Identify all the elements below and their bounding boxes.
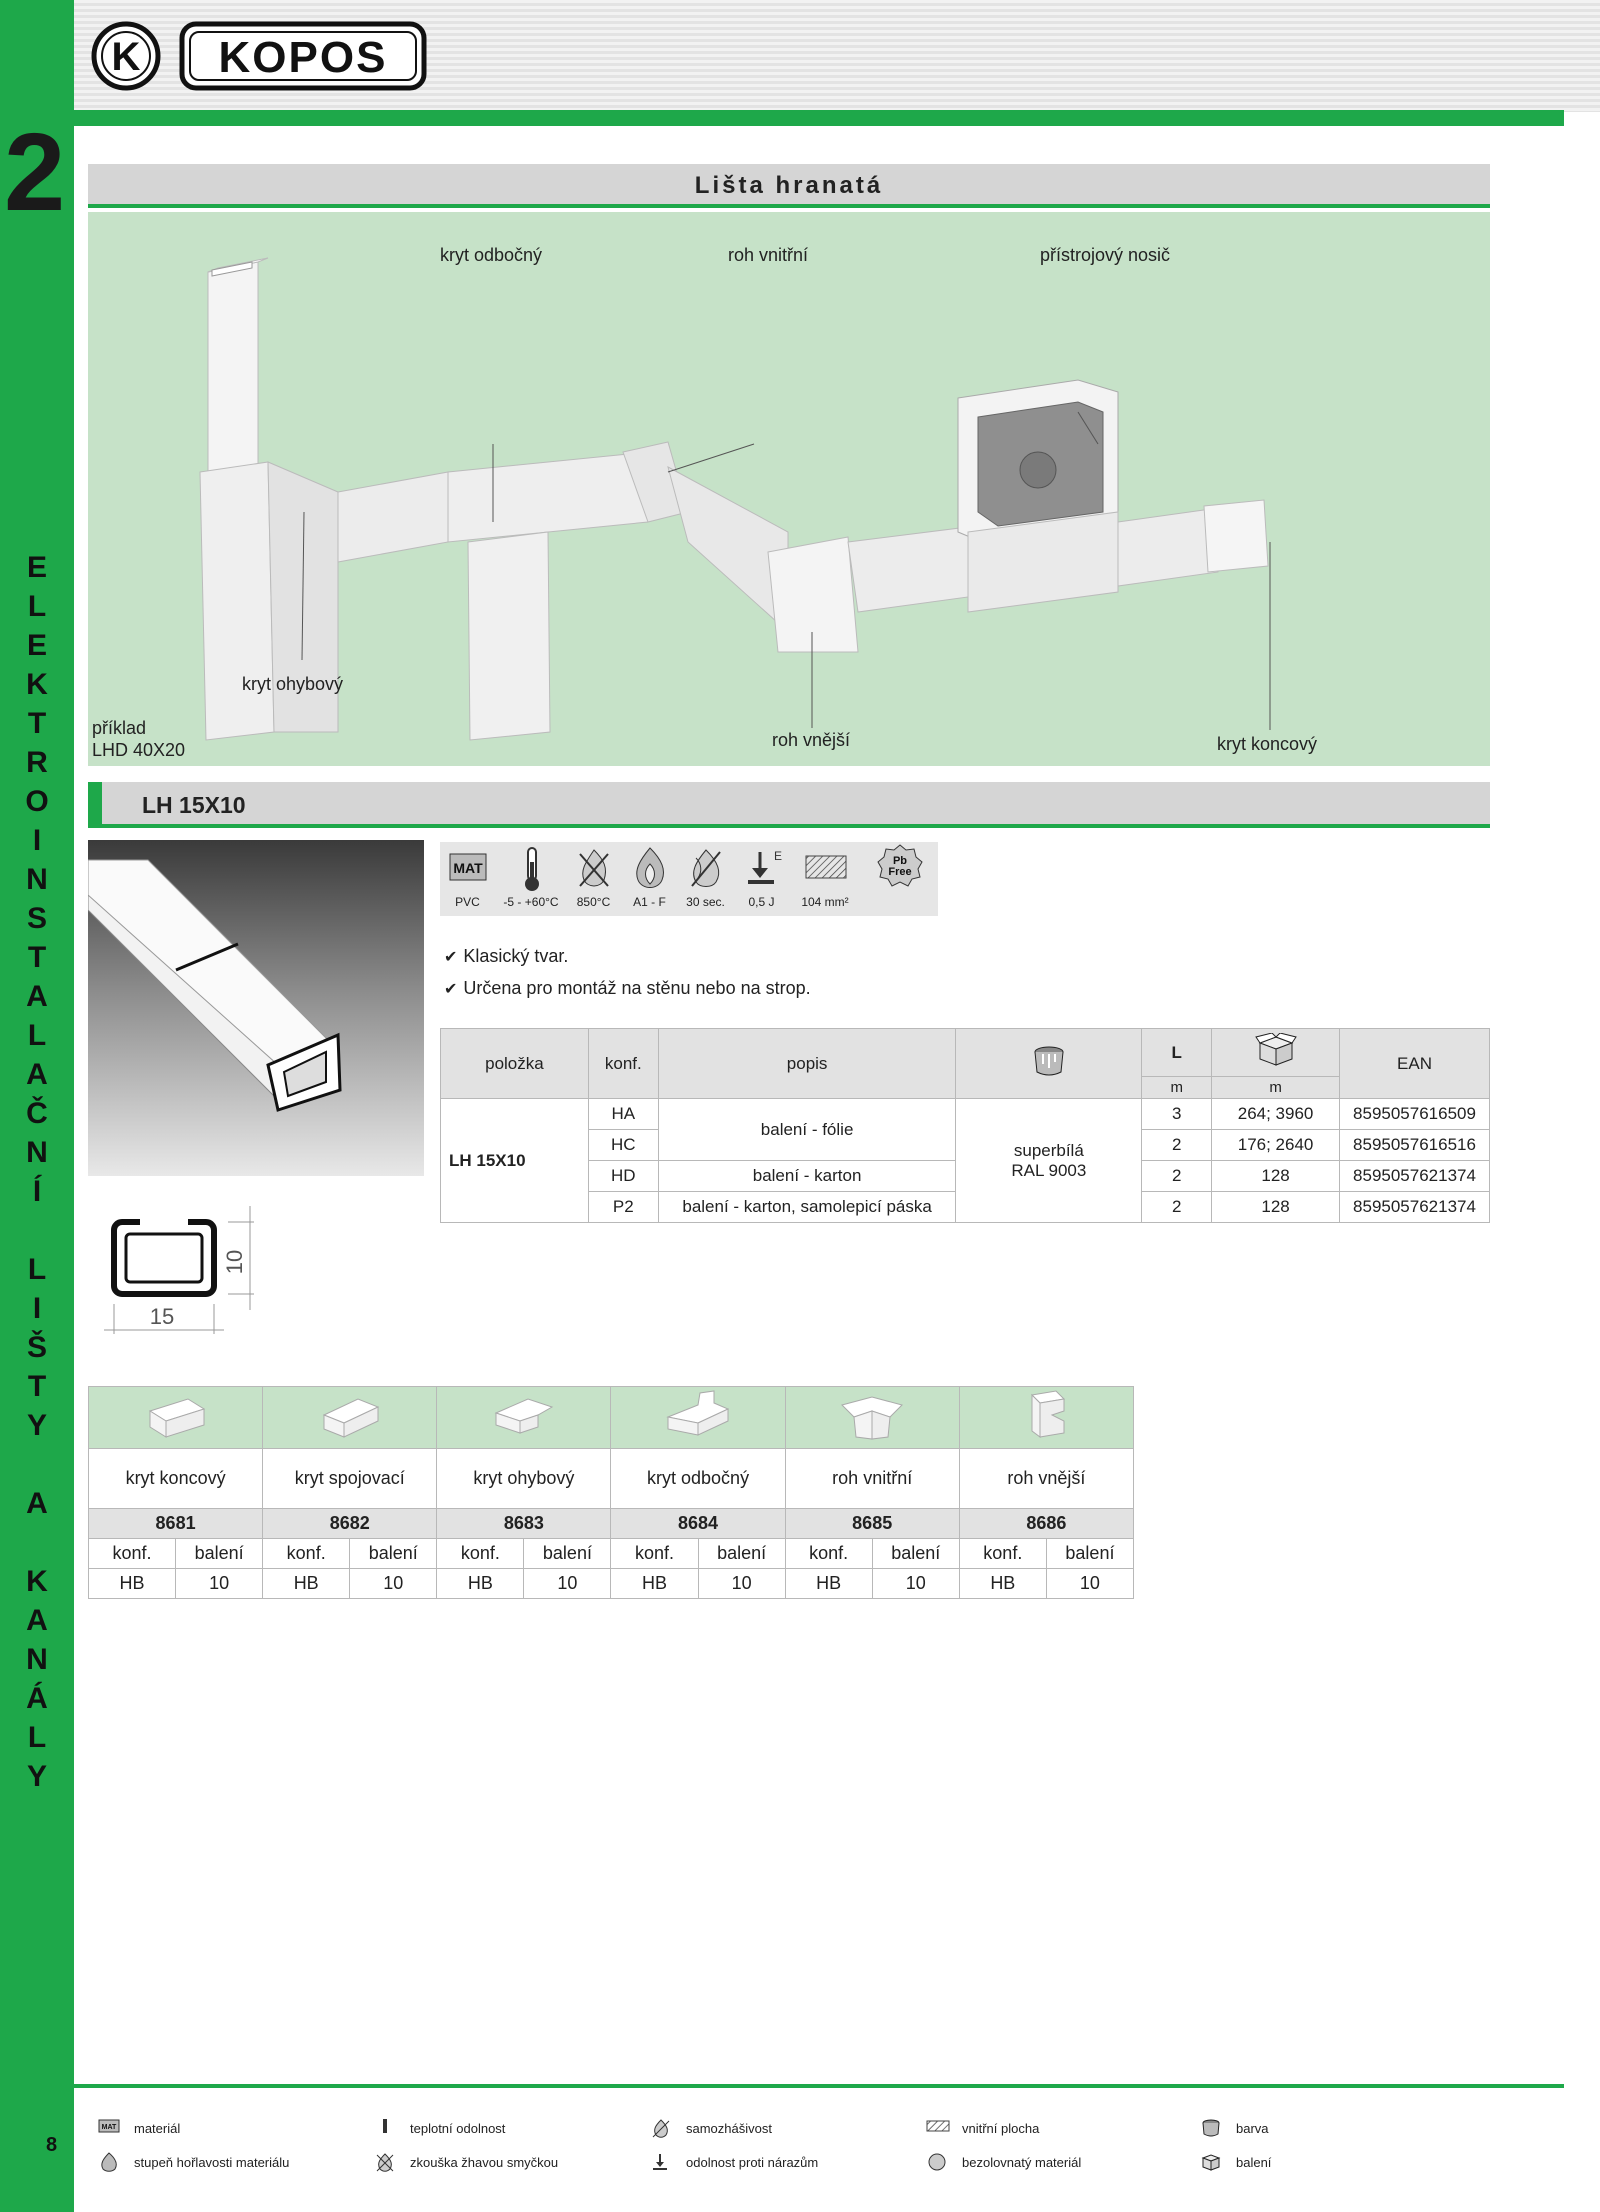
baleni-header: balení xyxy=(698,1539,785,1569)
popis-cell: balení - karton, samolepicí páska xyxy=(658,1192,956,1223)
feature-item: ✔ Klasický tvar. xyxy=(444,946,569,966)
legend-impact: odolnost proti nárazům xyxy=(686,2155,818,2170)
col-header-ean: EAN xyxy=(1340,1029,1490,1099)
legend-flammability: stupeň hořlavosti materiálu xyxy=(134,2155,289,2170)
check-icon: ✔ xyxy=(444,981,458,998)
dimension-width: 15 xyxy=(149,1304,175,1329)
side-letter xyxy=(0,1523,74,1562)
impact-icon xyxy=(742,846,782,892)
pack-cell: 128 xyxy=(1212,1192,1340,1223)
accessory-image-row xyxy=(89,1387,1134,1449)
legend-color: barva xyxy=(1236,2121,1269,2136)
konf-value: HB xyxy=(959,1569,1046,1599)
icon-cell-temperature xyxy=(496,842,566,916)
side-letter: K xyxy=(26,668,48,701)
col-header-pack xyxy=(1212,1029,1340,1077)
footer-green-line xyxy=(74,2084,1564,2088)
bend-cover-picture xyxy=(484,1387,564,1443)
pb-free-icon xyxy=(926,2152,948,2172)
accessory-name: kryt spojovací xyxy=(263,1449,437,1509)
self-extinguish-icon xyxy=(686,846,726,892)
kopos-logo xyxy=(90,20,430,92)
glow-wire-icon xyxy=(374,2152,396,2172)
baleni-value: 10 xyxy=(176,1569,263,1599)
popis-cell: balení - fólie xyxy=(658,1099,956,1161)
side-letter: Í xyxy=(32,1175,42,1208)
icon-cell-inner-area xyxy=(790,842,860,916)
baleni-value: 10 xyxy=(524,1569,611,1599)
callout-roh-vnitrni: roh vnitřní xyxy=(728,245,809,265)
pack-cell: 128 xyxy=(1212,1161,1340,1192)
accessory-name: roh vnější xyxy=(959,1449,1133,1509)
glow-wire-icon xyxy=(574,846,614,892)
callout-kryt-koncovy: kryt koncový xyxy=(1217,734,1318,754)
konf-header: konf. xyxy=(785,1539,872,1569)
accessory-name: kryt odbočný xyxy=(611,1449,785,1509)
col-header-konf: konf. xyxy=(588,1029,658,1099)
konf-cell: HD xyxy=(588,1161,658,1192)
mat-icon xyxy=(98,2118,120,2134)
logo-mark: K xyxy=(111,35,141,79)
accessory-image-joint-cover xyxy=(263,1387,437,1449)
legend-temperature: teplotní odolnost xyxy=(410,2121,505,2136)
konf-header: konf. xyxy=(263,1539,350,1569)
side-letter: A xyxy=(26,1487,48,1520)
svg-text:Free: Free xyxy=(888,866,912,878)
col-unit-pack: m xyxy=(1212,1077,1340,1099)
col-header-color xyxy=(956,1029,1142,1099)
side-letter: Y xyxy=(26,1409,47,1442)
callout-kryt-odbocny: kryt odbočný xyxy=(440,245,543,265)
konf-value: HB xyxy=(785,1569,872,1599)
impact-icon xyxy=(650,2152,672,2172)
header-block xyxy=(1504,110,1528,126)
side-letter: A xyxy=(26,1604,48,1637)
cross-section-drawing xyxy=(104,1200,274,1340)
baleni-value: 10 xyxy=(1046,1569,1133,1599)
dimension-height: 10 xyxy=(222,1249,247,1275)
konf-value: HB xyxy=(437,1569,524,1599)
feature-item: ✔ Určena pro montáž na stěnu nebo na strop. xyxy=(444,978,811,998)
section-title: Lišta hranatá xyxy=(694,172,884,199)
col-header-length: L xyxy=(1142,1029,1212,1077)
thermometer-icon xyxy=(374,2118,396,2136)
accessory-code: 8683 xyxy=(437,1509,611,1539)
baleni-header: balení xyxy=(872,1539,959,1569)
side-letter: T xyxy=(27,707,47,740)
icon-caption-inner-area: 104 mm² xyxy=(801,895,849,909)
pb-free-icon xyxy=(876,842,924,888)
konf-header: konf. xyxy=(959,1539,1046,1569)
product-bar xyxy=(88,782,1490,828)
col-header-polozka: položka xyxy=(441,1029,589,1099)
konf-cell: HA xyxy=(588,1099,658,1130)
popis-cell: balení - karton xyxy=(658,1161,956,1192)
baleni-value: 10 xyxy=(350,1569,437,1599)
color-cell xyxy=(956,1099,1142,1223)
product-bar-accent xyxy=(88,782,102,828)
accessory-image-outer-corner xyxy=(959,1387,1133,1449)
ean-cell: 8595057616516 xyxy=(1340,1130,1490,1161)
side-letter: L xyxy=(27,1721,47,1754)
baleni-header: balení xyxy=(350,1539,437,1569)
paint-bucket-icon xyxy=(1200,2118,1222,2138)
callout-roh-vnejsi: roh vnější xyxy=(772,730,851,750)
side-letter: N xyxy=(26,1643,48,1676)
konf-header: konf. xyxy=(437,1539,524,1569)
legend-glow-wire: zkouška žhavou smyčkou xyxy=(410,2155,558,2170)
accessory-image-tee-cover xyxy=(611,1387,785,1449)
accessory-name-row xyxy=(89,1449,1134,1509)
icon-cell-impact xyxy=(734,842,789,916)
side-letter: A xyxy=(26,1058,48,1091)
pack-cell: 264; 3960 xyxy=(1212,1099,1340,1130)
side-letter: N xyxy=(26,1136,48,1169)
ean-cell: 8595057621374 xyxy=(1340,1192,1490,1223)
side-letter: A xyxy=(26,980,48,1013)
accessory-code: 8682 xyxy=(263,1509,437,1539)
paint-bucket-icon xyxy=(1029,1044,1069,1078)
header-block xyxy=(1534,110,1546,126)
konf-value: HB xyxy=(89,1569,176,1599)
icon-caption-flammability: A1 - F xyxy=(633,895,666,909)
side-letter: Á xyxy=(26,1682,48,1715)
side-letter xyxy=(0,1211,74,1250)
box-icon xyxy=(1200,2152,1222,2172)
example-label: příklad xyxy=(92,718,147,738)
side-letter: T xyxy=(27,941,47,974)
legend-material: MAT materiál xyxy=(134,2121,180,2136)
side-letter: I xyxy=(32,1292,42,1325)
trunking-photo-drawing xyxy=(88,840,424,1176)
konf-header: konf. xyxy=(611,1539,698,1569)
joint-cover-picture xyxy=(310,1387,390,1443)
svg-text:MAT: MAT xyxy=(101,2124,117,2131)
icon-caption-glow-wire: 850°C xyxy=(576,895,611,909)
table-row xyxy=(441,1099,1490,1130)
icon-caption-temperature: -5 - +60°C xyxy=(503,895,559,909)
icon-cell-pb-free xyxy=(870,842,930,916)
accessory-name: kryt koncový xyxy=(89,1449,263,1509)
accessories-table xyxy=(88,1386,1134,1599)
accessory-image-inner-corner xyxy=(785,1387,959,1449)
box-icon xyxy=(1254,1033,1298,1067)
side-letter: E xyxy=(26,629,47,662)
legend-self-extinguish: samozhášivost xyxy=(686,2121,772,2136)
accessory-code-row xyxy=(89,1509,1134,1539)
logo-text: KOPOS xyxy=(218,33,388,82)
baleni-header: balení xyxy=(176,1539,263,1569)
side-letter: Č xyxy=(26,1097,48,1130)
side-letter: Š xyxy=(26,1331,47,1364)
legend-inner-area: vnitřní plocha xyxy=(962,2121,1039,2136)
example-model: LHD 40X20 xyxy=(92,740,186,760)
ean-cell: 8595057621374 xyxy=(1340,1161,1490,1192)
accessory-header-row xyxy=(89,1539,1134,1569)
icon-cell-flammability xyxy=(622,842,677,916)
callout-pristrojovy-nosic: přístrojový nosič xyxy=(1040,245,1171,265)
konf-value: HB xyxy=(263,1569,350,1599)
length-cell: 3 xyxy=(1142,1099,1212,1130)
accessory-code: 8685 xyxy=(785,1509,959,1539)
self-extinguish-icon xyxy=(650,2118,672,2138)
accessory-code: 8684 xyxy=(611,1509,785,1539)
side-letter: R xyxy=(26,746,48,779)
side-letter xyxy=(0,1445,74,1484)
product-title: LH 15X10 xyxy=(142,792,246,818)
flame-icon xyxy=(630,846,670,892)
header-green-bar xyxy=(74,110,1564,126)
side-letter: O xyxy=(25,785,49,818)
hatched-area-icon xyxy=(926,2118,950,2134)
ean-cell: 8595057616509 xyxy=(1340,1099,1490,1130)
legend-package: balení xyxy=(1236,2155,1271,2170)
baleni-header: balení xyxy=(524,1539,611,1569)
icon-caption-material: PVC xyxy=(455,895,480,909)
icon-caption-impact: 0,5 J xyxy=(748,895,775,909)
tee-cover-picture xyxy=(658,1387,738,1443)
side-letter: T xyxy=(27,1370,47,1403)
section-title-bar xyxy=(88,164,1490,208)
length-cell: 2 xyxy=(1142,1130,1212,1161)
icon-cell-self-extinguish xyxy=(678,842,733,916)
icon-caption-self-extinguish: 30 sec. xyxy=(686,895,725,909)
accessory-name: roh vnitřní xyxy=(785,1449,959,1509)
accessory-code: 8681 xyxy=(89,1509,263,1539)
svg-text:E: E xyxy=(774,849,782,863)
svg-text:Pb: Pb xyxy=(892,855,908,867)
legend-pb-free: bezolovnatý materiál xyxy=(962,2155,1081,2170)
baleni-value: 10 xyxy=(698,1569,785,1599)
chapter-number: 2 xyxy=(4,111,66,234)
side-letter: L xyxy=(27,1019,47,1052)
color-code: RAL 9003 xyxy=(1011,1160,1087,1180)
accessory-value-row xyxy=(89,1569,1134,1599)
icon-cell-material xyxy=(440,842,495,916)
accessory-image-end-cap xyxy=(89,1387,263,1449)
icon-cell-glow-wire xyxy=(566,842,621,916)
side-letter: L xyxy=(27,590,47,623)
side-letter: L xyxy=(27,1253,47,1286)
page-number: 8 xyxy=(46,2134,58,2156)
side-letter: E xyxy=(26,551,47,584)
length-cell: 2 xyxy=(1142,1161,1212,1192)
svg-text:MAT: MAT xyxy=(453,860,483,876)
installation-illustration xyxy=(88,212,1490,766)
baleni-header: balení xyxy=(1046,1539,1133,1569)
col-unit-length: m xyxy=(1142,1077,1212,1099)
konf-header: konf. xyxy=(89,1539,176,1569)
pack-cell: 176; 2640 xyxy=(1212,1130,1340,1161)
item-cell: LH 15X10 xyxy=(441,1099,589,1223)
side-letter: Y xyxy=(26,1760,47,1793)
inner-corner-picture xyxy=(832,1387,912,1443)
hatched-area-icon xyxy=(804,846,848,886)
col-header-popis: popis xyxy=(658,1029,956,1099)
spec-table xyxy=(440,1028,1490,1223)
header-block xyxy=(1552,110,1560,126)
konf-cell: HC xyxy=(588,1130,658,1161)
konf-value: HB xyxy=(611,1569,698,1599)
mat-icon xyxy=(448,846,488,886)
length-cell: 2 xyxy=(1142,1192,1212,1223)
outer-corner-picture xyxy=(1006,1387,1086,1443)
product-photo xyxy=(88,840,424,1176)
side-letter: I xyxy=(32,824,42,857)
thermometer-icon xyxy=(512,846,552,892)
konf-cell: P2 xyxy=(588,1192,658,1223)
side-vertical-title xyxy=(0,548,74,1796)
baleni-value: 10 xyxy=(872,1569,959,1599)
end-cap-picture xyxy=(136,1387,216,1443)
callout-kryt-ohybovy: kryt ohybový xyxy=(242,674,344,694)
accessory-image-bend-cover xyxy=(437,1387,611,1449)
accessory-name: kryt ohybový xyxy=(437,1449,611,1509)
side-letter: N xyxy=(26,863,48,896)
flame-icon xyxy=(98,2152,120,2172)
check-icon: ✔ xyxy=(444,949,458,966)
color-name: superbílá xyxy=(1013,1140,1084,1160)
property-icon-strip xyxy=(440,842,938,916)
accessory-code: 8686 xyxy=(959,1509,1133,1539)
side-letter: K xyxy=(26,1565,48,1598)
side-letter: S xyxy=(26,902,47,935)
